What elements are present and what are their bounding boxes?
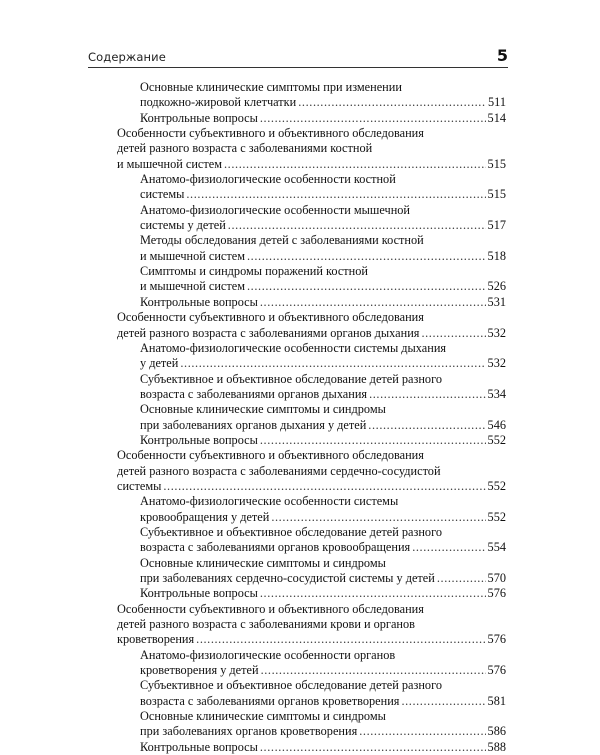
toc-subsection[interactable] (117, 433, 506, 448)
toc-page-number: 515 (487, 156, 506, 171)
toc-subsection[interactable] (117, 525, 506, 556)
dot-leader (163, 479, 485, 494)
toc-entry-title-line: кроветворения (117, 632, 195, 647)
toc-entry-title-line: Контрольные вопросы (140, 432, 258, 447)
toc-section[interactable] (117, 602, 506, 648)
toc-entry-title-line: Основные клинические симптомы при изменении (140, 80, 402, 94)
toc-entry-row (140, 694, 506, 709)
toc-subsection[interactable] (117, 203, 506, 234)
toc-subsection[interactable] (117, 111, 506, 126)
table-of-contents (117, 80, 506, 755)
toc-page-number: 531 (487, 294, 506, 309)
toc-entry-row (117, 157, 506, 172)
toc-entry-title-line: детей разного возраста с заболеваниями крови и органов (117, 617, 415, 632)
toc-entry-row (140, 295, 506, 310)
dot-leader (421, 326, 485, 341)
dot-leader (401, 694, 485, 709)
toc-entry-title-line: при заболеваниях сердечно-сосудистой системы у детей (140, 571, 435, 585)
dot-leader (228, 218, 486, 233)
dot-leader (260, 740, 486, 755)
toc-page-number: 546 (487, 417, 506, 432)
toc-page-number: 552 (487, 432, 506, 447)
toc-page-number: 552 (487, 509, 506, 524)
toc-entry-title-line: кроветворения у детей (140, 663, 259, 678)
toc-entry-title-line: Анатомо-физиологические особенности органов (140, 647, 396, 662)
toc-entry-title-line: Анатомо-физиологические особенности костной (140, 172, 396, 187)
dot-leader (260, 111, 486, 126)
toc-subsection[interactable] (117, 295, 506, 310)
toc-entry-row (117, 479, 506, 494)
dot-leader (261, 663, 486, 678)
toc-entry-title-line: детей разного возраста с заболеваниями костной (117, 141, 373, 156)
running-header-title: Содержание (88, 50, 166, 64)
toc-entry-title-line: и мышечной систем (140, 248, 245, 263)
toc-page-number: 514 (487, 110, 506, 125)
toc-subsection[interactable] (117, 233, 506, 264)
toc-page-number: 588 (487, 739, 506, 754)
toc-entry-row (140, 187, 506, 202)
dot-leader (260, 586, 486, 601)
toc-entry-title-line: детей разного возраста с заболеваниями органов дыхания (117, 325, 420, 340)
toc-entry-title-line: Методы обследования детей с заболеваниями костной (140, 233, 424, 248)
toc-subsection[interactable] (117, 586, 506, 601)
toc-page-number: 576 (487, 632, 506, 647)
toc-entry-row (140, 356, 506, 371)
toc-entry-row (140, 279, 506, 294)
toc-entry-title-line: Контрольные вопросы (140, 110, 258, 125)
page-number: 5 (496, 46, 508, 65)
toc-entry-row (140, 249, 506, 264)
toc-page-number: 581 (487, 693, 506, 708)
toc-entry-title-line: при заболеваниях органов кроветворения (140, 724, 358, 739)
toc-entry-row (140, 663, 506, 678)
dot-leader (369, 387, 485, 402)
running-header (88, 48, 508, 66)
toc-page-number: 552 (487, 478, 506, 493)
toc-page-number: 511 (488, 95, 506, 110)
toc-entry-row (140, 111, 506, 126)
toc-entry-title-line: возраста с заболеваниями органов кровообращения (140, 540, 411, 555)
toc-entry-title-line: Симптомы и синдромы поражений костной (140, 264, 368, 279)
toc-entry-title-line: Особенности субъективного и объективного обследования (117, 601, 424, 616)
toc-entry-title-line: Особенности субъективного и объективного обследования (117, 126, 424, 141)
toc-entry-title-line: системы у детей (140, 218, 226, 233)
dot-leader (260, 433, 486, 448)
toc-subsection[interactable] (117, 740, 506, 755)
toc-page-number: 532 (487, 356, 506, 371)
toc-subsection[interactable] (117, 402, 506, 433)
toc-entry-title-line: Контрольные вопросы (140, 294, 258, 309)
dot-leader (196, 632, 485, 647)
toc-entry-row (140, 95, 506, 110)
toc-page-number: 526 (487, 279, 506, 294)
toc-entry-title-line: и мышечной систем (140, 279, 245, 294)
toc-entry-title-line: кровообращения у детей (140, 509, 270, 524)
toc-subsection[interactable] (117, 678, 506, 709)
dot-leader (271, 510, 485, 525)
dot-leader (260, 295, 486, 310)
toc-page-number: 570 (487, 571, 506, 585)
toc-entry-title-line: при заболеваниях органов дыхания у детей (140, 417, 367, 432)
toc-page-number: 517 (487, 218, 506, 233)
toc-entry-row (140, 724, 506, 739)
toc-entry-title-line: системы (140, 187, 185, 202)
toc-entry-title-line: системы (117, 478, 162, 493)
dot-leader (224, 157, 486, 172)
toc-entry-row (140, 433, 506, 448)
toc-page-number: 554 (487, 540, 506, 555)
toc-page-number: 532 (487, 325, 506, 340)
toc-entry-title-line: Контрольные вопросы (140, 586, 258, 601)
toc-entry-title-line: Основные клинические симптомы и синдромы (140, 402, 386, 417)
toc-page-number: 576 (487, 663, 506, 678)
toc-entry-row (140, 540, 506, 555)
toc-entry-row (140, 586, 506, 601)
dot-leader (247, 249, 486, 264)
toc-entry-title-line: подкожно-жировой клетчатки (140, 95, 297, 110)
toc-entry-title-line: возраста с заболеваниями органов дыхания (140, 386, 368, 401)
toc-subsection[interactable] (117, 264, 506, 295)
toc-entry-row (140, 218, 506, 233)
toc-entry-row (140, 510, 506, 525)
toc-entry-title-line: Анатомо-физиологические особенности системы дыхания (140, 340, 447, 355)
toc-subsection[interactable] (117, 172, 506, 203)
toc-entry-row (140, 387, 506, 402)
dot-leader (247, 279, 486, 294)
toc-entry-title-line: Субъективное и объективное обследование детей разного (140, 678, 442, 693)
toc-entry-title-line: Особенности субъективного и объективного обследования (117, 310, 424, 325)
dot-leader (186, 187, 485, 202)
toc-entry-title-line: детей разного возраста с заболеваниями сердечно-сосудистой (117, 463, 441, 478)
toc-entry-title-line: Особенности субъективного и объективного обследования (117, 448, 424, 463)
dot-leader (180, 356, 485, 371)
toc-entry-title-line: Субъективное и объективное обследование детей разного (140, 524, 442, 539)
toc-page-number: 534 (487, 386, 506, 401)
toc-entry-row (140, 418, 506, 433)
toc-entry-title-line: Основные клинические симптомы и синдромы (140, 555, 386, 570)
header-divider (88, 67, 508, 68)
toc-section[interactable] (117, 126, 506, 172)
toc-entry-row (140, 571, 506, 586)
toc-page-number: 515 (487, 187, 506, 202)
toc-entry-title-line: Основные клинические симптомы и синдромы (140, 709, 386, 724)
toc-entry-title-line: Анатомо-физиологические особенности мышечной (140, 202, 411, 217)
toc-entry-title-line: Контрольные вопросы (140, 739, 258, 754)
toc-subsection[interactable] (117, 648, 506, 679)
toc-subsection[interactable] (117, 372, 506, 403)
toc-entry-row (140, 740, 506, 755)
dot-leader (412, 540, 485, 555)
toc-page-number: 576 (487, 586, 506, 601)
dot-leader (368, 418, 485, 433)
toc-subsection[interactable] (117, 341, 506, 372)
toc-entry-title-line: и мышечной систем (117, 156, 222, 171)
toc-entry-row (117, 632, 506, 647)
dot-leader (437, 571, 486, 586)
toc-entry-title-line: возраста с заболеваниями органов кроветворения (140, 693, 400, 708)
toc-page-number: 518 (487, 248, 506, 263)
dot-leader (359, 724, 485, 739)
toc-entry-title-line: Субъективное и объективное обследование детей разного (140, 371, 442, 386)
toc-subsection[interactable] (117, 80, 506, 111)
toc-subsection[interactable] (117, 556, 506, 587)
dot-leader (298, 95, 486, 110)
toc-section[interactable] (117, 448, 506, 494)
toc-entry-row (117, 326, 506, 341)
toc-page-number: 586 (487, 724, 506, 739)
toc-entry-title-line: у детей (140, 356, 179, 371)
toc-subsection[interactable] (117, 709, 506, 740)
toc-section[interactable] (117, 310, 506, 341)
toc-subsection[interactable] (117, 494, 506, 525)
toc-entry-title-line: Анатомо-физиологические особенности системы (140, 494, 399, 509)
